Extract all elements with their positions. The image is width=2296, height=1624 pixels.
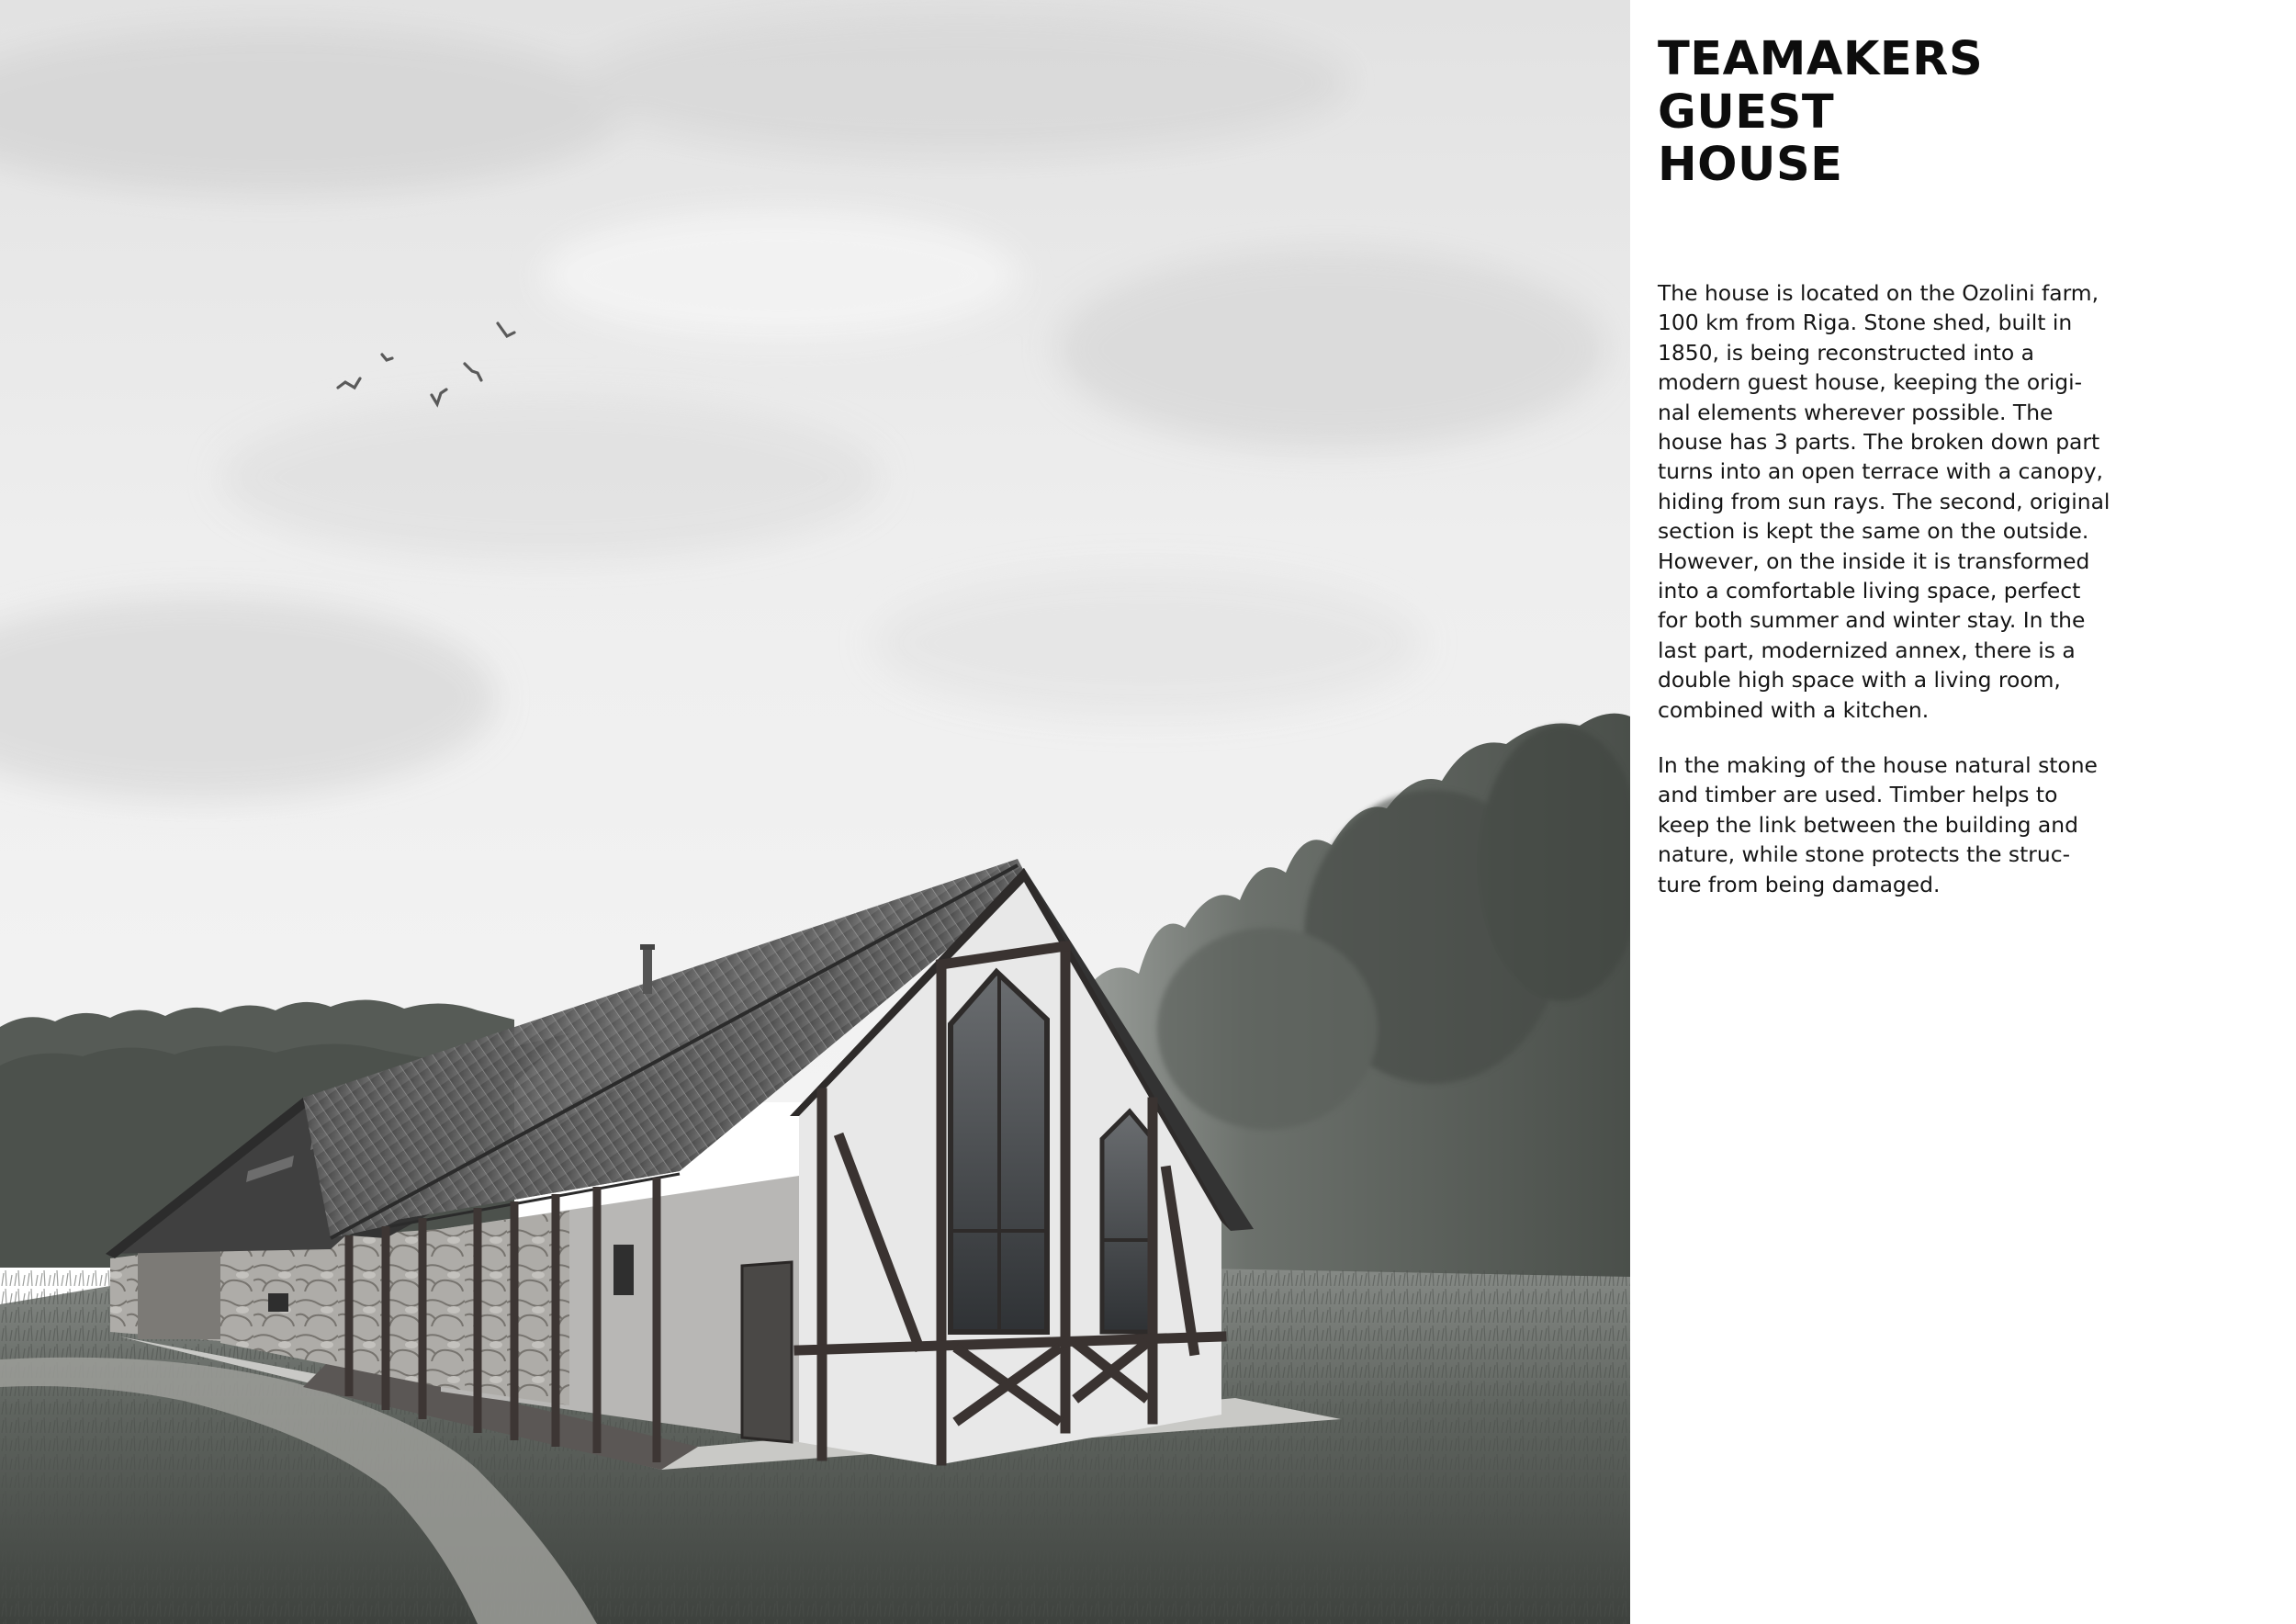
- text-line: section is kept the same on the outside.: [1658, 518, 2089, 545]
- title-line: TEAMAKERS: [1658, 32, 1984, 86]
- text-line: In the making of the house natural stone: [1658, 752, 2098, 778]
- description-paragraph-1: [1658, 278, 2110, 725]
- text-line: last part, modernized annex, there is a: [1658, 637, 2076, 663]
- description-paragraph-2: [1658, 750, 2098, 899]
- text-line: modern guest house, keeping the origi-: [1658, 369, 2083, 396]
- side-door: [742, 1262, 792, 1442]
- text-line: turns into an open terrace with a canopy,: [1658, 458, 2103, 485]
- text-line: double high space with a living room,: [1658, 667, 2061, 694]
- text-line: combined with a kitchen.: [1658, 696, 1930, 723]
- title-line: HOUSE: [1658, 138, 1843, 193]
- chimney-pipe: [643, 948, 652, 994]
- text-line: 1850, is being reconstructed into a: [1658, 339, 2034, 366]
- text-line: However, on the inside it is transformed: [1658, 547, 2090, 574]
- text-line: hiding from sun rays. The second, original: [1658, 488, 2110, 514]
- text-line: keep the link between the building and: [1658, 811, 2078, 838]
- text-line: nal elements wherever possible. The: [1658, 399, 2054, 425]
- text-line: ture from being damaged.: [1658, 871, 1941, 897]
- title-line: GUEST: [1658, 85, 1835, 140]
- text-line: and timber are used. Timber helps to: [1658, 782, 2058, 808]
- text-line: for both summer and winter stay. In the: [1658, 607, 2086, 634]
- text-line: into a comfortable living space, perfect: [1658, 578, 2081, 604]
- text-line: 100 km from Riga. Stone shed, built in: [1658, 310, 2073, 336]
- project-title: [1658, 33, 2172, 192]
- text-line: nature, while stone protects the struc-: [1658, 841, 2071, 868]
- side-gable-window: [1102, 1111, 1153, 1332]
- text-column: [1658, 32, 2172, 897]
- text-line: house has 3 parts. The broken down part: [1658, 429, 2100, 456]
- text-line: The house is located on the Ozolini farm,: [1658, 280, 2099, 306]
